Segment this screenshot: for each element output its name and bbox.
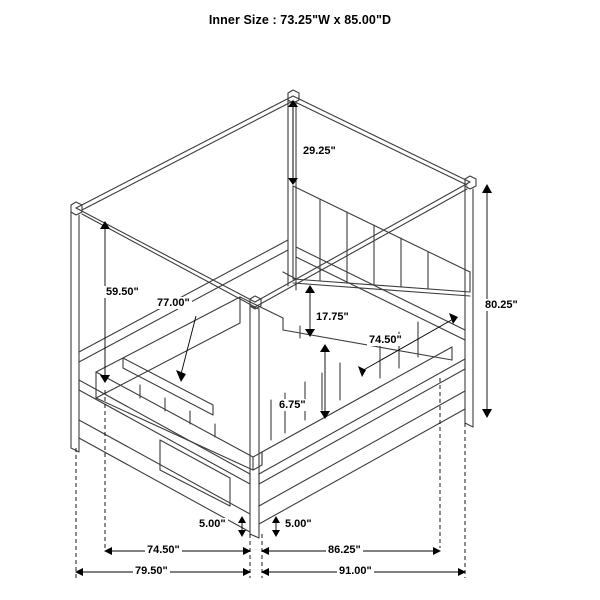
dimension-label-width-outer-right: 91.00" bbox=[339, 565, 372, 577]
dimension-label-leg-height-right: 5.00" bbox=[285, 518, 312, 530]
dimension-label-width-inner-right: 86.25" bbox=[328, 544, 361, 556]
dimension-label-canopy-post-height: 29.25" bbox=[303, 145, 336, 157]
dimension-label-headboard-height: 17.75" bbox=[316, 311, 349, 323]
dimension-label-slat-clearance: 6.75" bbox=[279, 399, 306, 411]
dimension-label-width-outer-left: 79.50" bbox=[135, 565, 168, 577]
dimension-label-width-inner-left: 74.50" bbox=[147, 544, 180, 556]
page-title: Inner Size : 73.25"W x 85.00"D bbox=[208, 13, 392, 27]
dimension-label-overall-height-right: 80.25" bbox=[485, 299, 518, 311]
dimension-label-bed-depth-right: 74.50" bbox=[369, 334, 402, 346]
dimension-label-overall-height-left: 59.50" bbox=[106, 286, 139, 298]
dimension-label-leg-height-left: 5.00" bbox=[199, 518, 226, 530]
dimension-label-bed-length-diagonal: 77.00" bbox=[157, 297, 190, 309]
